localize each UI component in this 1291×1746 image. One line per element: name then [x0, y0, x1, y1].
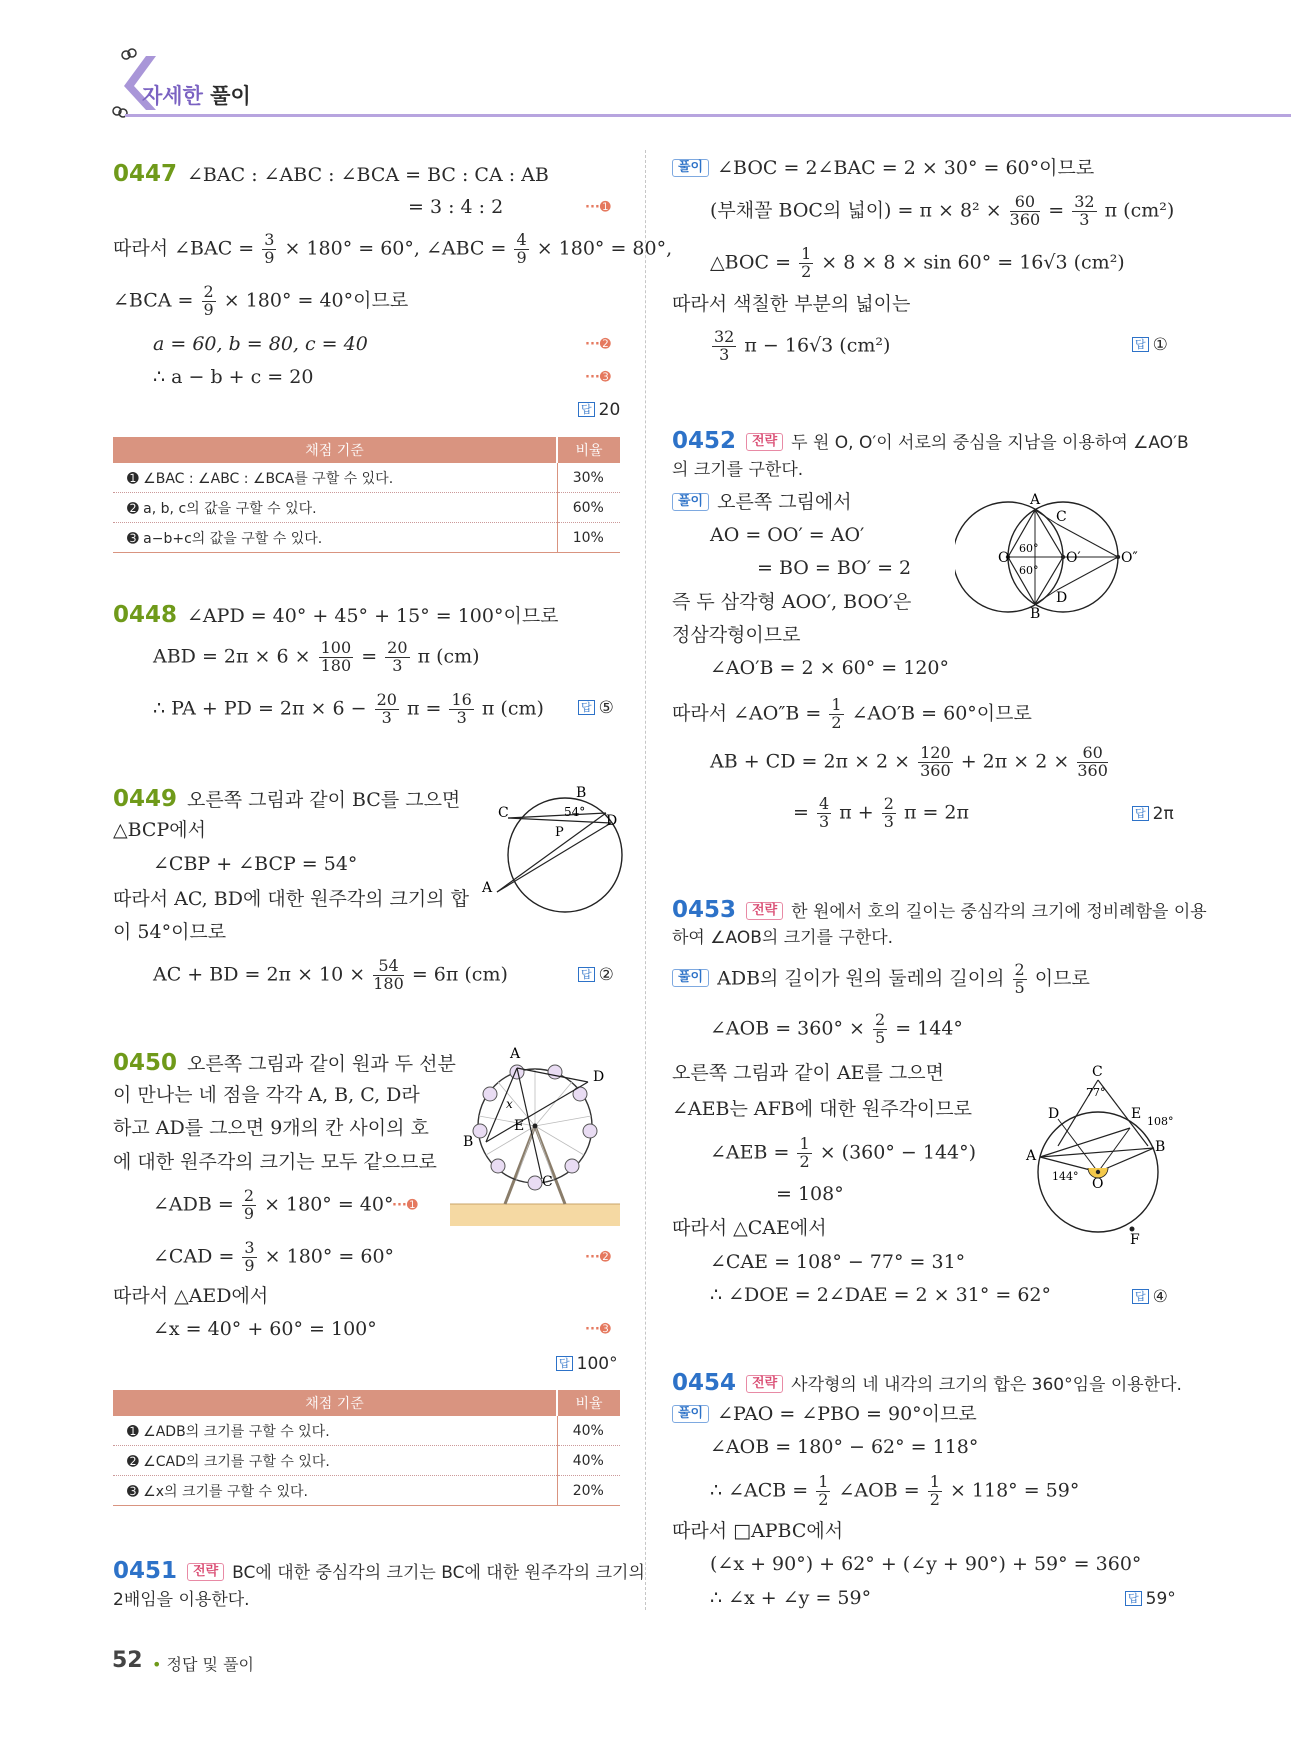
- label-angle144: 144°: [1052, 1170, 1079, 1183]
- label-D: D: [606, 813, 618, 829]
- table-row: ➋ ∠CAD의 크기를 구할 수 있다. 40%: [113, 1446, 620, 1476]
- p0453-line7: ∠AEB = $\frac{1}{2}$ × (360° − 144°): [710, 1134, 977, 1171]
- p0449-line1: 0449 오른쪽 그림과 같이 BC를 그으면: [113, 786, 461, 812]
- label-D: D: [1056, 590, 1068, 606]
- p0454-line1: 0454 전략 사각형의 네 내각의 크기의 합은 360°임을 이용한다.: [672, 1370, 1182, 1396]
- label-angle108: 108°: [1147, 1115, 1174, 1128]
- p0450-answer: 답 100°: [556, 1354, 618, 1374]
- label-O: O: [1092, 1176, 1104, 1192]
- p0452-line7: 정삼각형이므로: [672, 624, 801, 646]
- label-A: A: [510, 1046, 521, 1062]
- scoring-table-1: 채점 기준 비율 ➊ ∠BAC : ∠ABC : ∠BCA를 구할 수 있다. 30% ➋ a, b, c의 값을 구할 수 있다. 60% ➌ a−b+c의 값을 구할 수 있다. 10%: [113, 437, 620, 553]
- p0452-line4: AO = OO′ = AO′: [710, 524, 865, 546]
- p0452-line10: AB + CD = 2π × 2 × $\frac{120}{360}$ + 2π × 2 × $\frac{60}{360}$: [710, 743, 1108, 780]
- problem-number: 0447: [113, 161, 178, 187]
- p0454-line4: ∴ ∠ACB = $\frac{1}{2}$ ∠AOB = $\frac{1}{2}$ × 118° = 59°: [710, 1472, 1080, 1509]
- p0454-line5: 따라서 □APBC에서: [672, 1520, 844, 1542]
- p0451-line2: 2배임을 이용한다.: [113, 1590, 250, 1610]
- label-A: A: [482, 880, 493, 896]
- label-F: F: [1130, 1232, 1140, 1247]
- p0453-answer: 답 ④: [1132, 1287, 1168, 1307]
- p0449-figure: [480, 780, 640, 920]
- step-marker: ···➌: [585, 1322, 611, 1337]
- p0450-line2: 이 만나는 네 점을 각각 A, B, C, D라: [113, 1084, 420, 1106]
- p0447-line6: ∴ a − b + c = 20: [153, 366, 314, 388]
- p0453-line6: ∠AEB는 AFB에 대한 원주각이므로: [672, 1098, 972, 1120]
- p0453-line8: = 108°: [776, 1183, 844, 1205]
- ground: [450, 1204, 620, 1226]
- label-angle1: 60°: [1019, 542, 1039, 555]
- label-O: O: [998, 550, 1010, 566]
- table-row: ➊ ∠BAC : ∠ABC : ∠BCA를 구할 수 있다. 30%: [113, 463, 620, 493]
- p0448-answer: 답 ⑤: [578, 698, 614, 718]
- p0453-line5: 오른쪽 그림과 같이 AE를 그으면: [672, 1062, 944, 1084]
- label-C: C: [542, 1174, 553, 1190]
- table-row: ➊ ∠ADB의 크기를 구할 수 있다. 40%: [113, 1416, 620, 1446]
- label-B: B: [1030, 606, 1041, 620]
- p0450-figure: [450, 1046, 620, 1226]
- p0453-line4: ∠AOB = 360° × $\frac{2}{5}$ = 144°: [710, 1010, 963, 1047]
- step-marker: ···➋: [585, 337, 611, 352]
- p0452-line6: 즉 두 삼각형 AOO′, BOO′은: [672, 591, 912, 613]
- p0450-line5: ∠ADB = $\frac{2}{9}$ × 180° = 40°: [153, 1186, 394, 1223]
- label-B: B: [576, 785, 587, 801]
- label-P: P: [555, 825, 564, 840]
- header-title: 자세한 풀이: [142, 84, 251, 108]
- p0454-line2: 풀이 ∠PAO = ∠PBO = 90°이므로: [672, 1403, 977, 1426]
- label-C: C: [498, 805, 509, 821]
- label-B: B: [463, 1134, 474, 1150]
- p0447-answer: 답 20: [578, 400, 620, 420]
- column-divider: [645, 150, 646, 1610]
- p0454-line3: ∠AOB = 180° − 62° = 118°: [710, 1436, 979, 1458]
- p0453-line1: 0453 전략 한 원에서 호의 길이는 중심각의 크기에 정비례함을 이용: [672, 897, 1207, 923]
- step-marker: ···➋: [585, 1250, 611, 1265]
- p0452-line5: = BO = BO′ = 2: [757, 557, 912, 579]
- label-x: x: [506, 1097, 513, 1111]
- p0449-line2: △BCP에서: [113, 819, 206, 841]
- table-row: ➌ a−b+c의 값을 구할 수 있다. 10%: [113, 523, 620, 553]
- p0454-line6: (∠x + 90°) + 62° + (∠y + 90°) + 59° = 360°: [710, 1553, 1142, 1575]
- p0454-answer: 답 59°: [1125, 1589, 1176, 1609]
- p0448-line1: 0448 ∠APD = 40° + 45° + 15° = 100°이므로: [113, 602, 559, 628]
- p0454-line7: ∴ ∠x + ∠y = 59°: [710, 1587, 872, 1609]
- p0452-line8: ∠AO′B = 2 × 60° = 120°: [710, 657, 950, 679]
- p0451-line1: 0451 전략 BC에 대한 중심각의 크기는 BC에 대한 원주각의 크기의: [113, 1558, 645, 1584]
- p0447-line1: 0447 ∠BAC : ∠ABC : ∠BCA = BC : CA : AB: [113, 161, 549, 187]
- p0448-line2: ABD = 2π × 6 × $\frac{100}{180}$ = $\frac{20}{3}$ π (cm): [153, 638, 480, 675]
- label-C: C: [1056, 509, 1067, 525]
- label-D: D: [1048, 1106, 1060, 1122]
- label-O2: O″: [1121, 550, 1138, 566]
- table-row: ➌ ∠x의 크기를 구할 수 있다. 20%: [113, 1476, 620, 1506]
- p0453-line11: ∴ ∠DOE = 2∠DAE = 2 × 31° = 62°: [710, 1284, 1051, 1306]
- p0452-line3: 풀이 오른쪽 그림에서: [672, 491, 852, 514]
- p0451s-line3: △BOC = $\frac{1}{2}$ × 8 × 8 × sin 60° = 16√3 (cm²): [710, 244, 1125, 281]
- p0453-line10: ∠CAE = 108° − 77° = 31°: [710, 1251, 966, 1273]
- p0452-line9: 따라서 ∠AO″B = $\frac{1}{2}$ ∠AO′B = 60°이므로: [672, 695, 1032, 732]
- p0453-figure: [1020, 1062, 1180, 1247]
- p0451s-line5: $\frac{32}{3}$ π − 16√3 (cm²): [714, 327, 891, 364]
- scoring-table-2: 채점 기준 비율 ➊ ∠ADB의 크기를 구할 수 있다. 40% ➋ ∠CAD의 크기를 구할 수 있다. 40% ➌ ∠x의 크기를 구할 수 있다. 20%: [113, 1390, 620, 1506]
- page-number: 52: [112, 1648, 143, 1673]
- p0447-line4: ∠BCA = $\frac{2}{9}$ × 180° = 40°이므로: [113, 282, 409, 319]
- p0449-answer: 답 ②: [578, 965, 614, 985]
- p0453-line2: 하여 ∠AOB의 크기를 구한다.: [672, 928, 894, 948]
- p0453-line9: 따라서 △CAE에서: [672, 1217, 827, 1239]
- table-row: ➋ a, b, c의 값을 구할 수 있다. 60%: [113, 493, 620, 523]
- p0450-line1: 0450 오른쪽 그림과 같이 원과 두 선분: [113, 1050, 456, 1076]
- p0448-line3: ∴ PA + PD = 2π × 6 − $\frac{20}{3}$ π = $\frac{16}{3}$ π (cm): [153, 690, 544, 727]
- label-A: A: [1026, 1148, 1037, 1164]
- p0453-line3: 풀이 ADB의 길이가 원의 둘레의 길이의 $\frac{2}{5}$ 이므로: [672, 962, 1090, 997]
- label-angle77: 77°: [1086, 1086, 1106, 1099]
- label-angle2: 60°: [1019, 564, 1039, 577]
- step-marker: ···➊: [392, 1198, 418, 1213]
- label-angle: 54°: [564, 805, 586, 819]
- label-D: D: [593, 1069, 605, 1085]
- p0449-line3: ∠CBP + ∠BCP = 54°: [153, 853, 358, 875]
- p0450-line6: ∠CAD = $\frac{3}{9}$ × 180° = 60°: [153, 1238, 395, 1275]
- p0452-figure: [955, 490, 1185, 620]
- p0449-line5: 이 54°이므로: [113, 921, 227, 943]
- p0451s-line1: 풀이 ∠BOC = 2∠BAC = 2 × 30° = 60°이므로: [672, 157, 1094, 180]
- p0449-line4: 따라서 AC, BD에 대한 원주각의 크기의 합: [113, 888, 470, 910]
- p0452-line2: 의 크기를 구한다.: [672, 460, 804, 480]
- p0450-line7: 따라서 △AED에서: [113, 1285, 269, 1307]
- p0449-line6: AC + BD = 2π × 10 × $\frac{54}{180}$ = 6π (cm): [153, 956, 508, 993]
- p0450-line8: ∠x = 40° + 60° = 100°: [153, 1318, 377, 1340]
- p0451-answer: 답 ①: [1132, 335, 1168, 355]
- header-rule: [125, 114, 1291, 117]
- p0447-line3: 따라서 ∠BAC = $\frac{3}{9}$ × 180° = 60°, ∠ABC = $\frac{4}{9}$ × 180° = 80°,: [113, 230, 673, 267]
- p0450-line3: 하고 AD를 그으면 9개의 칸 사이의 호: [113, 1117, 429, 1139]
- footer-label: • 정답 및 풀이: [152, 1655, 254, 1674]
- label-A: A: [1030, 492, 1041, 508]
- label-E: E: [1131, 1106, 1142, 1122]
- label-O1: O′: [1066, 550, 1081, 566]
- p0452-answer: 답 2π: [1132, 804, 1174, 824]
- p0452-line1: 0452 전략 두 원 O, O′이 서로의 중심을 지남을 이용하여 ∠AO′B: [672, 428, 1189, 454]
- p0447-line2: = 3 : 4 : 2: [408, 196, 504, 218]
- p0447-line5: a = 60, b = 80, c = 40: [153, 333, 368, 355]
- step-marker: ···➌: [585, 370, 611, 385]
- p0450-line4: 에 대한 원주각의 크기는 모두 같으므로: [113, 1151, 437, 1173]
- p0452-line11: = $\frac{4}{3}$ π + $\frac{2}{3}$ π = 2π: [793, 794, 969, 831]
- label-C: C: [1092, 1064, 1103, 1080]
- label-B: B: [1155, 1139, 1166, 1155]
- p0451s-line4: 따라서 색칠한 부분의 넓이는: [672, 293, 911, 315]
- step-marker: ···➊: [585, 200, 611, 215]
- label-E: E: [514, 1118, 525, 1134]
- p0451s-line2: (부채꼴 BOC의 넓이) = π × 8² × $\frac{60}{360}$ = $\frac{32}{3}$ π (cm²): [710, 192, 1175, 229]
